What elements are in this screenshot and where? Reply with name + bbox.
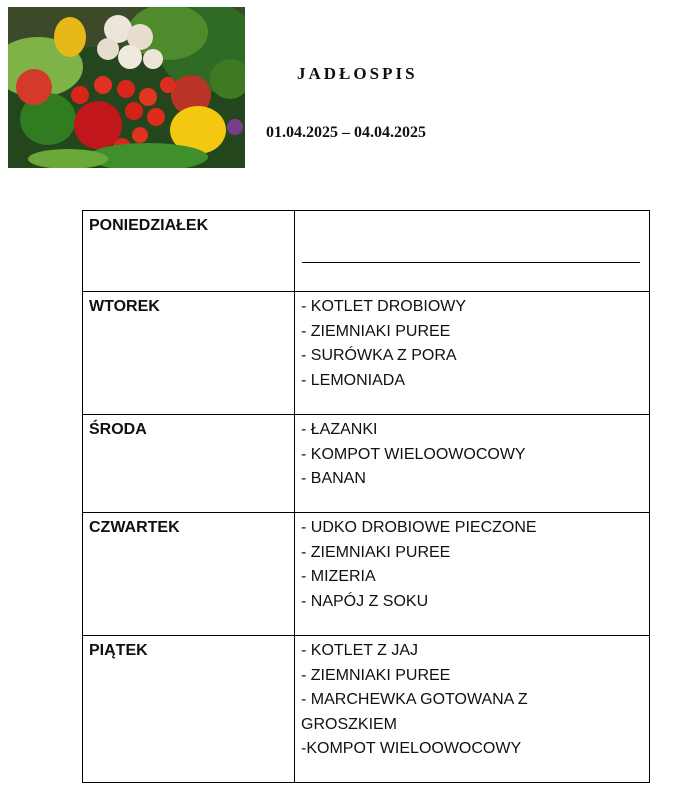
dish-item: - ZIEMNIAKI PUREE <box>301 543 451 561</box>
dish-item: - SURÓWKA Z PORA <box>301 347 457 364</box>
dish-item: - ŁAZANKI <box>301 421 378 438</box>
dish-item: - LEMONIADA <box>301 371 406 389</box>
menu-table <box>82 210 650 783</box>
day-cell: CZWARTEK <box>83 513 295 636</box>
dish-item: GROSZKIEM <box>301 715 398 733</box>
blank-line <box>302 262 640 263</box>
dish-item: -KOMPOT WIELOOWOCOWY <box>301 740 522 757</box>
table-row <box>83 211 650 292</box>
table-row <box>83 636 650 783</box>
table-row <box>83 415 650 513</box>
dishes-cell <box>295 415 650 513</box>
day-cell: PIĄTEK <box>83 636 295 783</box>
dishes-cell <box>295 211 650 292</box>
day-cell: WTOREK <box>83 292 295 415</box>
dishes-cell <box>295 292 650 415</box>
table-row <box>83 513 650 636</box>
page-title: JADŁOSPIS <box>297 64 418 83</box>
day-cell: ŚRODA <box>83 415 295 513</box>
dish-item: - UDKO DROBIOWE PIECZONE <box>301 519 537 536</box>
dishes-cell <box>295 636 650 783</box>
dish-item: - MARCHEWKA GOTOWANA Z <box>301 691 528 708</box>
dish-item: - ZIEMNIAKI PUREE <box>301 666 451 684</box>
dish-item: - ZIEMNIAKI PUREE <box>301 322 451 340</box>
dish-item: - BANAN <box>301 470 366 487</box>
date-range: 01.04.2025 – 04.04.2025 <box>266 124 426 141</box>
table-row <box>83 292 650 415</box>
day-cell: PONIEDZIAŁEK <box>83 211 295 292</box>
dish-item: - MIZERIA <box>301 568 376 585</box>
dish-item: - KOTLET Z JAJ <box>301 642 419 659</box>
dish-item: - KOMPOT WIELOOWOCOWY <box>301 445 526 463</box>
dish-item: - NAPÓJ Z SOKU <box>301 592 429 610</box>
vegetables-photo <box>8 7 245 168</box>
dishes-cell <box>295 513 650 636</box>
dish-item: - KOTLET DROBIOWY <box>301 298 467 315</box>
